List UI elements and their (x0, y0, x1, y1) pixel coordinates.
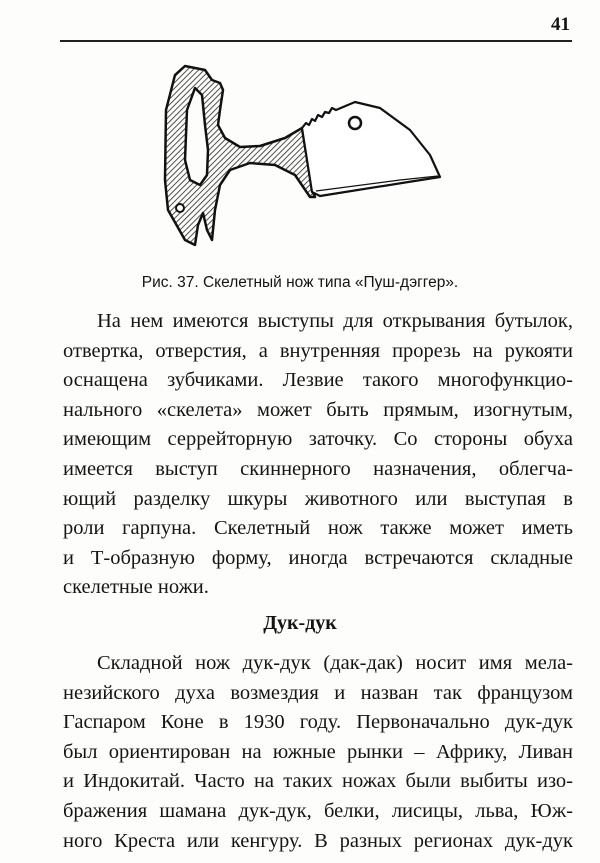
text-line: имеющим серрейторную заточку. Со стороны обуха (63, 428, 573, 451)
text-line: незийского духа возмездия и назван так французом (63, 681, 573, 704)
handle-hole (176, 204, 184, 212)
text-line: отвертка, отверстия, а внутренняя прорезь на рукояти (63, 339, 573, 362)
header-rule (60, 40, 572, 42)
text-line: роли гарпуна. Скелетный нож также может иметь (63, 517, 573, 540)
text-line: бражения шамана дук-дук, белки, лисицы, льва, Юж- (63, 799, 573, 822)
text-line: оснащена зубчиками. Лезвие такого многофункцио- (63, 369, 573, 392)
figure-caption: Рис. 37. Скелетный нож типа «Пуш-дэггер». (141, 274, 459, 291)
text-line: ного Креста или кенгуру. В разных регионах дук-дук (63, 829, 573, 852)
knife-blade (302, 102, 440, 196)
text-line: ющий разделку шкуры животного или выступая в (63, 487, 573, 510)
text-line: имеется выступ скиннерного назначения, облегча- (63, 457, 573, 480)
text-line: Гаспаром Коне в 1930 году. Первоначально дук-дук (63, 711, 573, 734)
text-line: Складной нож дук-дук (дак-дак) носит имя мела- (97, 652, 573, 674)
blade-hole (349, 117, 361, 129)
paragraph-2 (63, 649, 573, 856)
paragraph-1 (63, 307, 573, 603)
knife-handle (165, 66, 315, 245)
text-line: и Т-образную форму, иногда встречаются складные (63, 546, 573, 569)
section-heading: Дук-дук (263, 612, 337, 634)
text-line: и Индокитай. Часто на таких ножах были выбиты изо- (63, 770, 573, 793)
text-line: нального «скелета» может быть прямым, изогнутым, (63, 398, 573, 421)
text-line: был ориентирован на южные рынки – Африку, Ливан (63, 740, 573, 763)
skeleton-knife-illustration (150, 50, 470, 260)
text-line: скелетные ножи. (63, 576, 209, 599)
text-line: На нем имеются выступы для открывания бутылок, (97, 310, 573, 332)
page-number: 41 (551, 14, 570, 35)
